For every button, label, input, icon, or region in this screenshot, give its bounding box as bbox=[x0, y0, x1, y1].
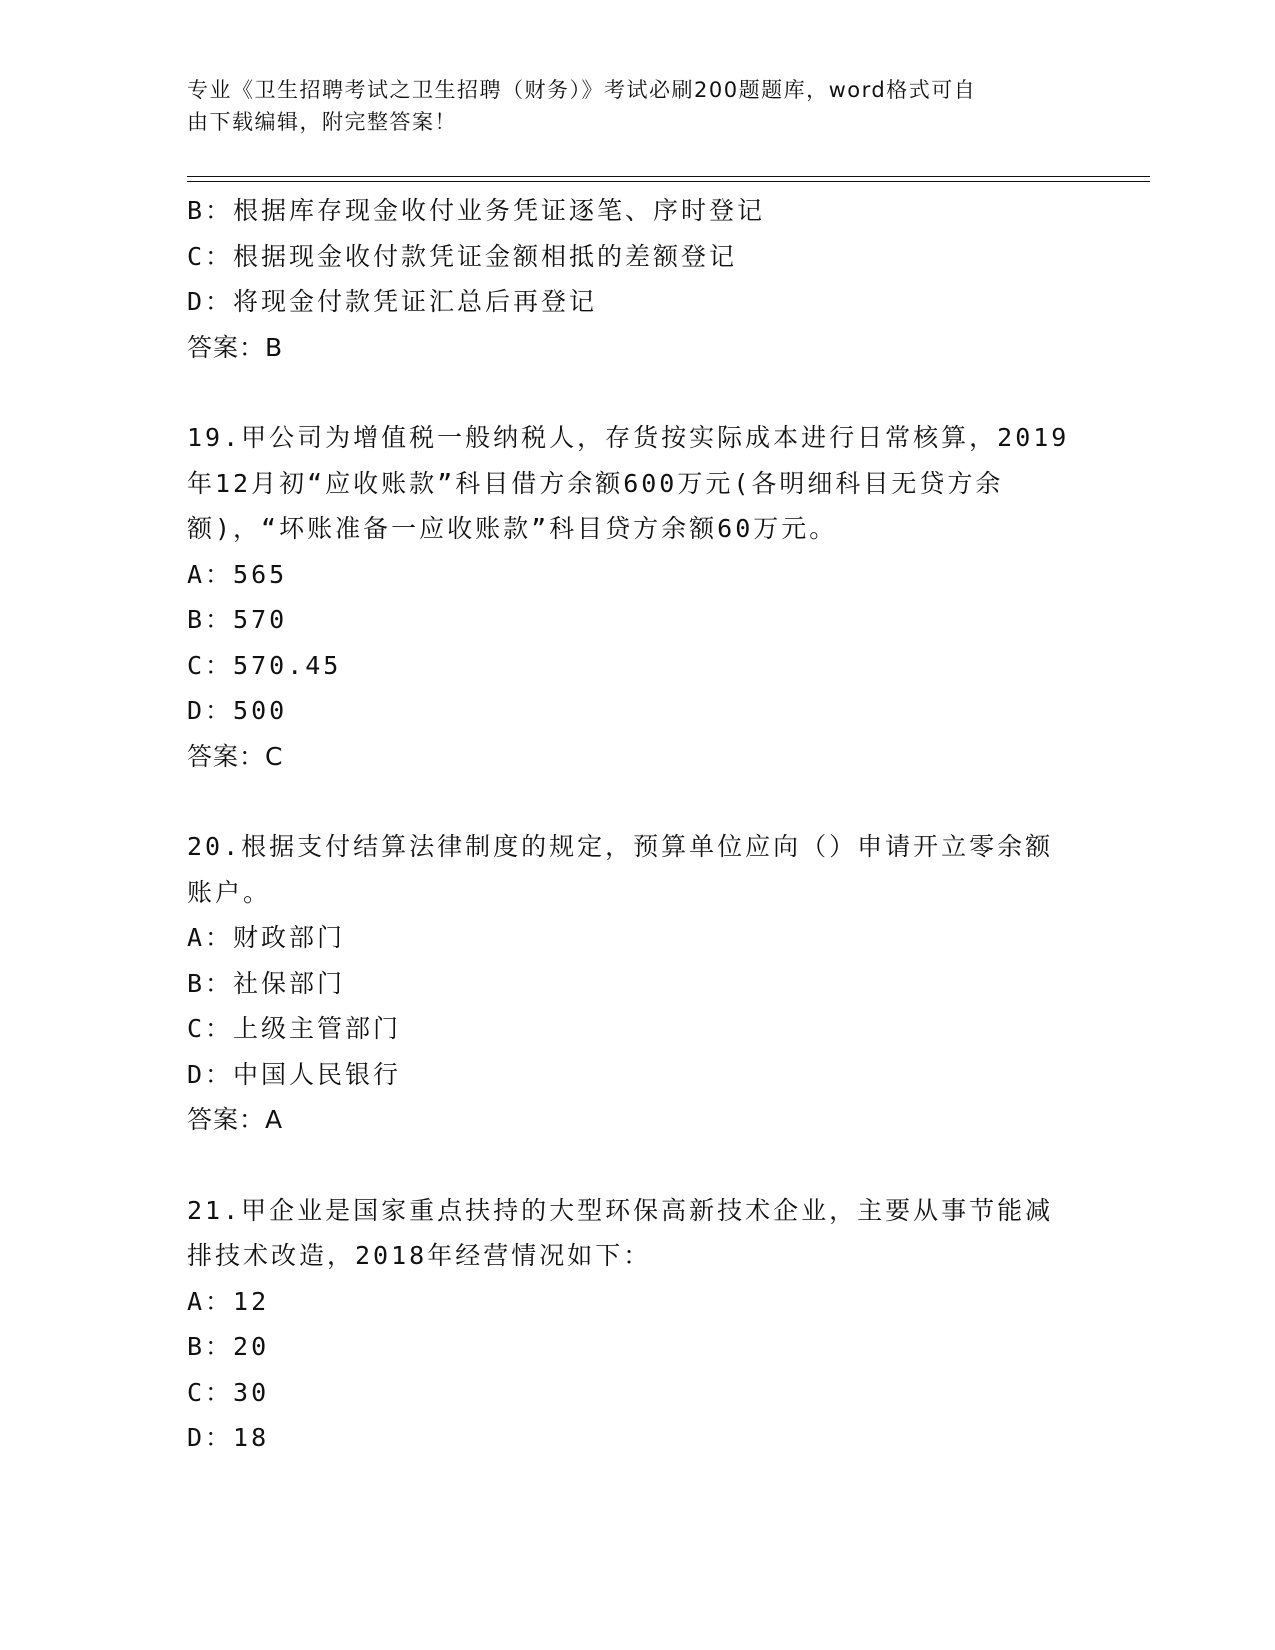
option-c: C：570.45 bbox=[187, 650, 342, 680]
answer: 答案：C bbox=[187, 741, 284, 771]
header-line-2: 由下载编辑，附完整答案！ bbox=[187, 110, 457, 134]
question-18 bbox=[187, 188, 1087, 370]
spacer bbox=[187, 779, 1087, 824]
document-header bbox=[187, 74, 1067, 138]
spacer bbox=[187, 1143, 1087, 1188]
question-19 bbox=[187, 415, 1087, 779]
option-d: D：18 bbox=[187, 1423, 270, 1452]
question-list bbox=[187, 188, 1087, 1461]
option-c: C：30 bbox=[187, 1377, 270, 1407]
option-a: A：565 bbox=[187, 559, 288, 589]
option-d: D：500 bbox=[187, 696, 288, 725]
header-line-1: 专业《卫生招聘考试之卫生招聘（财务）》考试必刷200题题库，word格式可自 bbox=[187, 78, 977, 102]
option-b: B：570 bbox=[187, 605, 288, 634]
question-stem-line-2: 排技术改造，2018年经营情况如下： bbox=[187, 1241, 652, 1270]
spacer bbox=[187, 370, 1087, 415]
option-c: C：根据现金收付款凭证金额相抵的差额登记 bbox=[187, 241, 738, 271]
option-a: A：财政部门 bbox=[187, 923, 346, 952]
option-b: B：根据库存现金收付业务凭证逐笔、序时登记 bbox=[187, 196, 766, 225]
header-divider-top bbox=[187, 176, 1150, 177]
question-stem-line-1: 21.甲企业是国家重点扶持的大型环保高新技术企业，主要从事节能减 bbox=[187, 1195, 1054, 1225]
option-c: C：上级主管部门 bbox=[187, 1014, 402, 1043]
question-stem-line-1: 20.根据支付结算法律制度的规定，预算单位应向（）申请开立零余额 bbox=[187, 832, 1054, 861]
header-divider-bottom bbox=[187, 181, 1150, 182]
question-20 bbox=[187, 824, 1087, 1143]
option-d: D：将现金付款凭证汇总后再登记 bbox=[187, 287, 598, 316]
question-stem-line-3: 额)，“坏账准备一应收账款”科目贷方余额60万元。 bbox=[187, 514, 838, 543]
question-stem-line-1: 19.甲公司为增值税一般纳税人，存货按实际成本进行日常核算，2019 bbox=[187, 423, 1070, 452]
question-stem-line-2: 年12月初“应收账款”科目借方余额600万元(各明细科目无贷方余 bbox=[187, 468, 1004, 498]
answer: 答案：A bbox=[187, 1105, 284, 1134]
answer: 答案：B bbox=[187, 332, 284, 362]
question-stem-line-2: 账户。 bbox=[187, 877, 272, 907]
option-d: D：中国人民银行 bbox=[187, 1059, 402, 1089]
option-b: B：社保部门 bbox=[187, 968, 346, 998]
option-b: B：20 bbox=[187, 1332, 270, 1361]
option-a: A：12 bbox=[187, 1286, 270, 1316]
question-21 bbox=[187, 1188, 1087, 1461]
